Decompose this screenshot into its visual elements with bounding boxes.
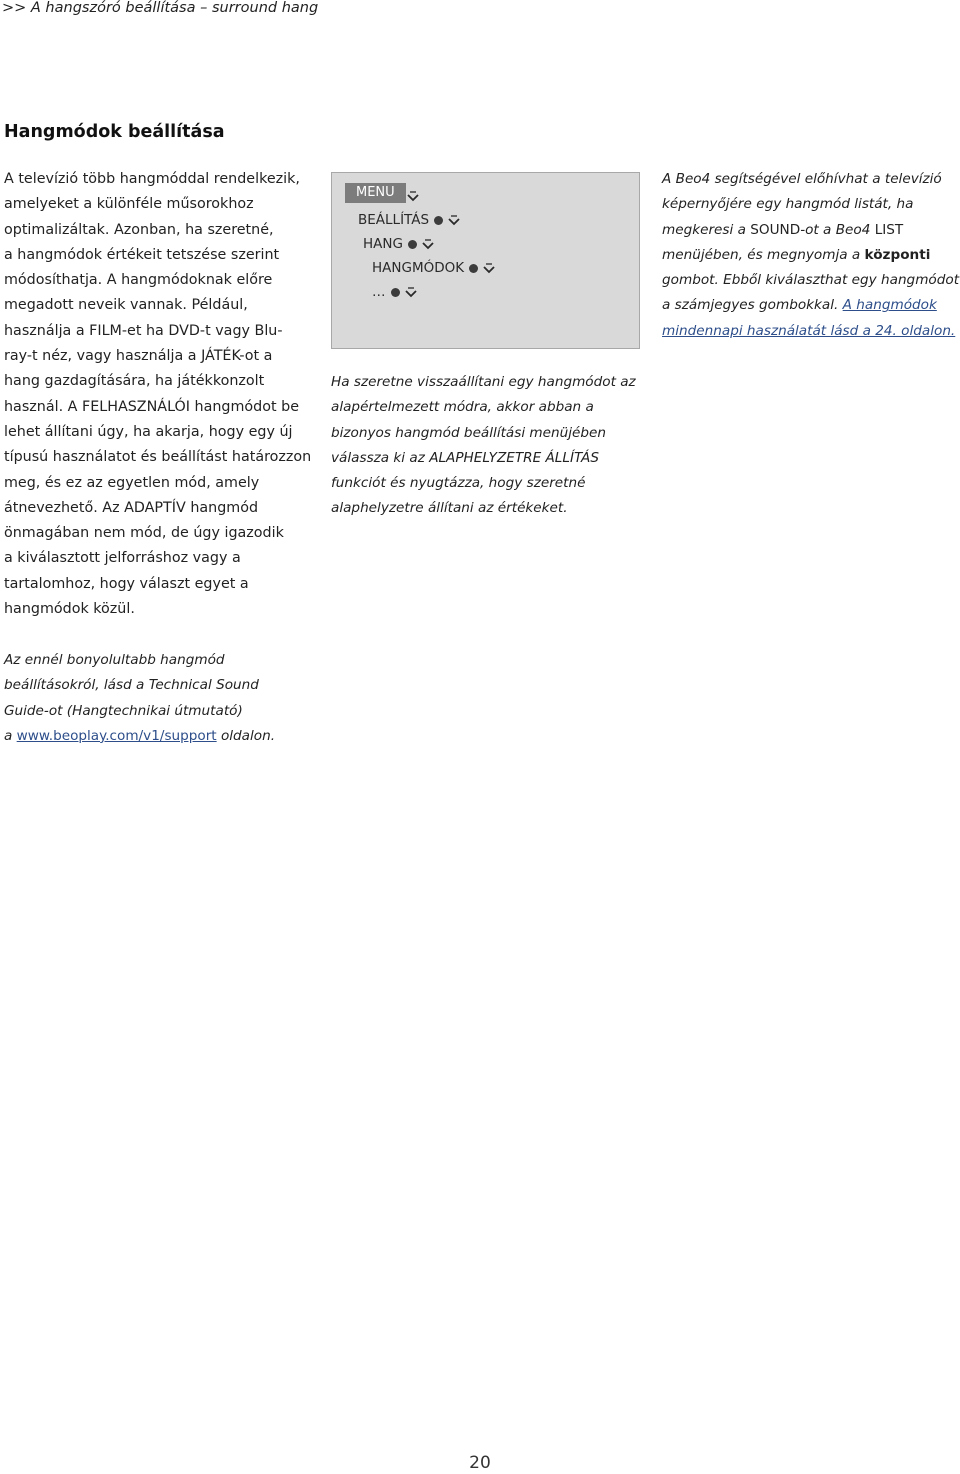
paragraph-line: gombot. Ebből kiválaszthat egy hangmódot (662, 272, 960, 289)
support-url-link[interactable]: www.beoplay.com/v1/support (16, 727, 217, 744)
paragraph-line (662, 243, 958, 268)
menu-item-label: HANGMÓDOK (372, 260, 465, 276)
paragraph-line: bizonyos hangmód beállítási menüjében (331, 424, 607, 441)
paragraph-line: válassza ki az ALAPHELYZETRE ÁLLÍTÁS (331, 449, 599, 466)
page-reference-link[interactable]: A hangmódok (842, 297, 937, 314)
paragraph-line: használ. A FELHASZNÁLÓI hangmódot be (4, 398, 300, 415)
text-run: a (4, 727, 17, 744)
text-run: a számjegyes gombokkal. (662, 297, 843, 314)
menu-path-diagram (331, 172, 640, 349)
paragraph-line (662, 319, 958, 344)
paragraph-line: módosíthatja. A hangmódoknak előre (4, 272, 273, 289)
menu-item-beallitas (358, 211, 461, 229)
text-run: megkeresi a (662, 221, 751, 238)
page-number: 20 (469, 1453, 491, 1473)
paragraph-line (662, 293, 958, 318)
text-run: oldalon. (216, 727, 276, 744)
list-key-label: LIST (874, 221, 904, 238)
paragraph-line: meg, és ez az egyetlen mód, amely (4, 474, 260, 491)
page-reference-link[interactable]: mindennapi használatát lásd a 24. oldalon. (662, 322, 956, 339)
paragraph-line: lehet állítani úgy, ha akarja, hogy egy új (4, 423, 293, 440)
menu-label: MENU (345, 183, 406, 203)
text-run: -ot a Beo4 (800, 221, 875, 238)
paragraph-line (662, 218, 958, 243)
paragraph-line: képernyőjére egy hangmód listát, ha (662, 196, 914, 213)
center-button-dot-icon (391, 288, 400, 297)
paragraph-line: alapértelmezett módra, akkor abban a (331, 399, 594, 416)
paragraph-line: hangmódok közül. (4, 601, 135, 618)
menu-item-hang (363, 235, 435, 253)
paragraph-line: optimalizáltak. Azonban, ha szeretné, (4, 221, 274, 238)
center-button-dot-icon (434, 216, 443, 225)
menu-item-hangmodok (372, 259, 496, 277)
center-button-dot-icon (469, 264, 478, 273)
center-key-label: központi (864, 246, 931, 263)
sound-key-label: SOUND (750, 221, 801, 238)
paragraph-line: funkciót és nyugtázza, hogy szeretné (331, 475, 586, 492)
menu-item-ellipsis (372, 283, 418, 301)
paragraph-line: Az ennél bonyolultabb hangmód (4, 652, 225, 668)
beo4-paragraph (662, 167, 958, 344)
paragraph-line: amelyeket a különféle műsorokhoz (4, 196, 254, 213)
chevron-down-icon (447, 214, 461, 226)
center-button-dot-icon (408, 240, 417, 249)
paragraph-line: a hangmódok értékeit tetszése szerint (4, 246, 280, 263)
text-run: menüjében, és megnyomja a (662, 246, 865, 263)
paragraph-line: A Beo4 segítségével előhívhat a televízió (662, 171, 942, 187)
paragraph-line: A televízió több hangmóddal rendelkezik, (4, 171, 300, 187)
chevron-down-icon (404, 286, 418, 298)
paragraph-line: hang gazdagítására, ha játékkonzolt (4, 373, 265, 390)
menu-item-label: BEÁLLÍTÁS (358, 212, 430, 228)
paragraph-line: önmagában nem mód, de úgy igazodik (4, 525, 284, 542)
paragraph-line: átnevezhető. Az ADAPTÍV hangmód (4, 499, 259, 516)
paragraph-line: típusú használatot és beállítást határozzon (4, 449, 312, 466)
paragraph-line: a kiválasztott jelforráshoz vagy a (4, 550, 241, 567)
paragraph-line: alaphelyzetre állítani az értékeket. (331, 500, 568, 517)
running-header: >> A hangszóró beállítása – surround hang (2, 0, 319, 16)
intro-paragraph (4, 167, 320, 622)
section-title: Hangmódok beállítása (4, 122, 225, 142)
chevron-down-icon (421, 238, 435, 250)
paragraph-line: ray-t néz, vagy használja a JÁTÉK-ot a (4, 348, 273, 365)
paragraph-line: Ha szeretne visszaállítani egy hangmódot az (331, 374, 636, 390)
support-note (4, 648, 320, 749)
paragraph-line (4, 724, 320, 749)
chevron-down-icon (482, 262, 496, 274)
reset-paragraph (331, 370, 641, 522)
paragraph-line: Guide-ot (Hangtechnikai útmutató) (4, 702, 243, 719)
paragraph-line: használja a FILM-et ha DVD-t vagy Blu- (4, 322, 283, 339)
paragraph-line: megadott neveik vannak. Például, (4, 297, 248, 314)
menu-item-label: … (372, 284, 386, 300)
chevron-down-icon (406, 188, 420, 200)
menu-item-label: HANG (363, 236, 403, 252)
paragraph-line: tartalomhoz, hogy választ egyet a (4, 575, 249, 592)
paragraph-line: beállításokról, lásd a Technical Sound (4, 677, 259, 694)
